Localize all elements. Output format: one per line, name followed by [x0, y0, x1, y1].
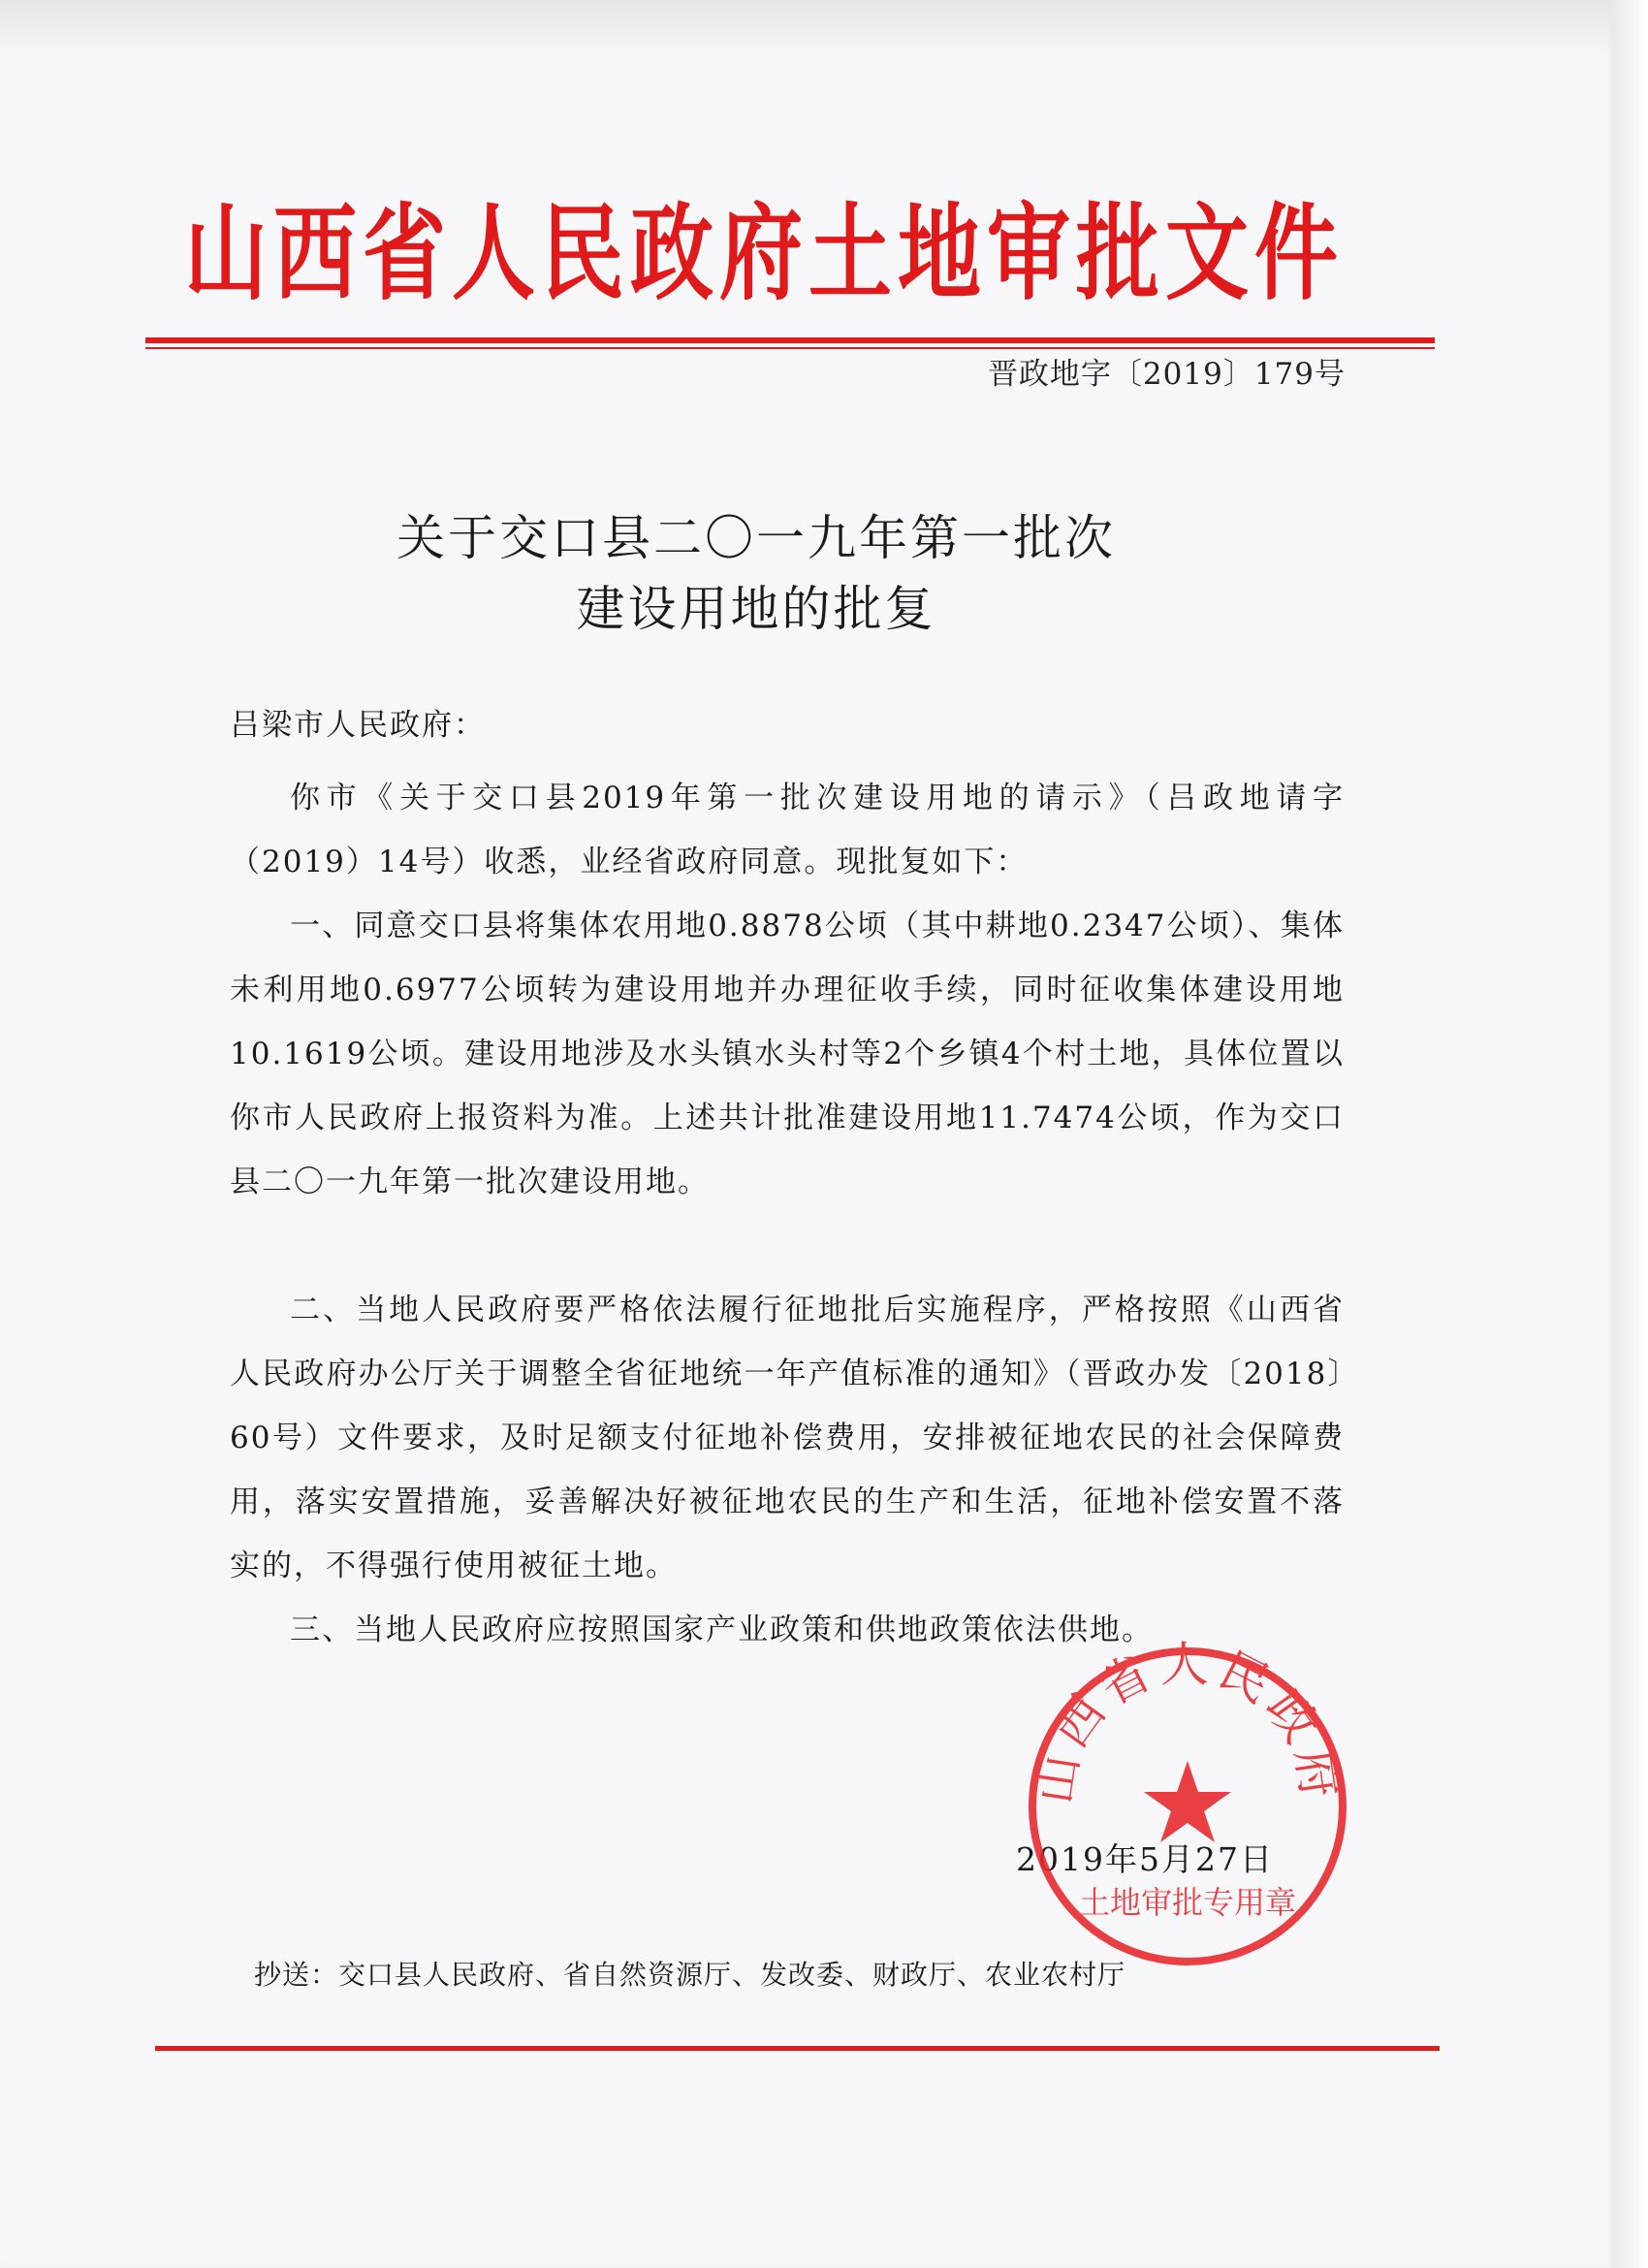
- document-title-line-1: 关于交口县二〇一九年第一批次: [396, 510, 1116, 566]
- paragraph-intro: 你市《关于交口县2019年第一批次建设用地的请示》（吕政地请字（2019）14号）收悉，业经省政府同意。现批复如下：: [230, 781, 1345, 879]
- paragraph-item-2: 二、当地人民政府要严格依法履行征地批后实施程序，严格按照《山西省人民政府办公厅关于调整全省征地统一年产值标准的通知》（晋政办发〔2018〕60号）文件要求，及时足额支付征地补偿费用，安排被征地农民的社会保障费用，落实安置措施，妥善解决好被征地农民的生产和生活，征地补偿安置不落实的，不得强行使用被征土地。: [230, 1293, 1345, 1583]
- page-edge: [1614, 0, 1648, 2268]
- issue-date: 2019年5月27日: [1016, 1840, 1274, 1878]
- official-seal: [1018, 1637, 1357, 1976]
- document-number: 晋政地字〔2019〕179号: [987, 357, 1346, 392]
- star-icon: [1144, 1761, 1231, 1842]
- document-header-title: 山西省人民政府土地审批文件: [184, 193, 1344, 315]
- scan-shade: [0, 0, 1614, 58]
- paragraph-item-3: 三、当地人民政府应按照国家产业政策和供地政策依法供地。: [290, 1613, 1154, 1647]
- cc-list: 抄送：交口县人民政府、省自然资源厅、发改委、财政厅、农业农村厅: [254, 1959, 1126, 1991]
- paragraph-item-1: 一、同意交口县将集体农用地0.8878公顷（其中耕地0.2347公顷）、集体未利用地0.6977公顷转为建设用地并办理征收手续，同时征收集体建设用地10.1619公顷。建设用地涉及水头镇水头村等2个乡镇4个村土地，具体位置以你市人民政府上报资料为准。上述共计批准建设用地11.7474公顷，作为交口县二〇一九年第一批次建设用地。: [230, 909, 1345, 1199]
- salutation: 吕梁市人民政府：: [230, 708, 486, 743]
- header-rule-thick: [145, 337, 1435, 343]
- footer-rule: [155, 2046, 1440, 2051]
- seal-bottom-text: 土地审批专用章: [1078, 1884, 1297, 1921]
- seal-top-text: 山西省人民政府: [1026, 1637, 1349, 1807]
- document-title-line-2: 建设用地的批复: [576, 581, 936, 637]
